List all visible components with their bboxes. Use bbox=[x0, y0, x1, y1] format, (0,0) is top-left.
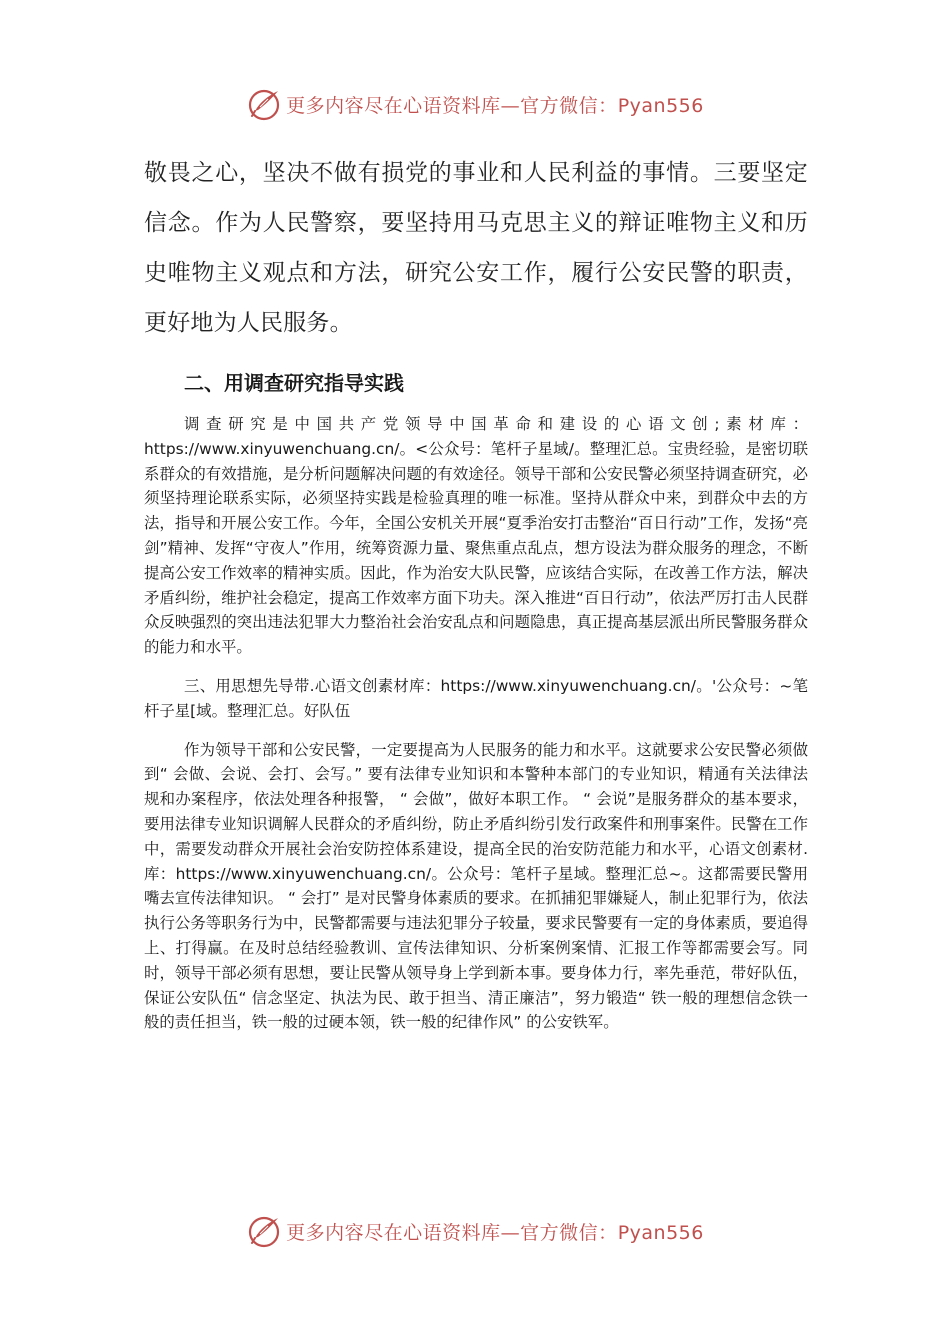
header-wechat-id: Pyan556 bbox=[617, 94, 704, 117]
header-banner bbox=[0, 84, 950, 124]
footer-banner bbox=[0, 1211, 950, 1251]
header-brand-dash: — bbox=[500, 94, 521, 117]
header-brand-text bbox=[286, 91, 704, 118]
quill-logo-icon bbox=[246, 86, 282, 122]
quill-logo-icon bbox=[246, 1213, 282, 1249]
footer-brand-dash: — bbox=[500, 1221, 521, 1244]
paragraph-1: 调查研究是中国共产党领导中国革命和建设的心语文创;素材库：https://www.xinyuwenchuang.cn/。<公众号：笔杆子星域/。整理汇总。宝贵经验，是密切联系群众的有效措施，是分析问题解决问题的有效途径。领导干部和公安民警必须坚持调查研究，必须坚持理论联系实际，必须坚持实践是检验真理的唯一标准。坚持从群众中来，到群众中去的方法，指导和开展公安工作。今年，全国公安机关开展“夏季治安打击整治“百日行动”工作，发扬“亮剑”精神、发挥“守夜人”作用，统筹资源力量、聚焦重点乱点，想方设法为群众服务的理念，不断提高公安工作效率的精神实质。因此，作为治安大队民警，应该结合实际，在改善工作方法，解决矛盾纠纷，维护社会稳定，提高工作效率方面下功夫。深入推进“百日行动”，依法严厉打击人民群众反映强烈的突出违法犯罪大力整治社会治安乱点和问题隐患，真正提高基层派出所民警服务群众的能力和水平。 bbox=[144, 415, 808, 657]
section-heading: 二、用调查研究指导实践 bbox=[184, 371, 404, 395]
header-brand-main: 更多内容尽在心语资料库 bbox=[286, 94, 501, 117]
footer-brand-official: 官方微信： bbox=[520, 1221, 618, 1244]
footer-brand-main: 更多内容尽在心语资料库 bbox=[286, 1221, 501, 1244]
footer-brand-text bbox=[286, 1218, 704, 1245]
lead-paragraph: 敬畏之心，坚决不做有损党的事业和人民利益的事情。三要坚定信念。作为人民警察，要坚持用马克思主义的辩证唯物主义和历史唯物主义观点和方法，研究公安工作，履行公安民警的职责，更好地为人民服务。 bbox=[144, 160, 808, 336]
footer-wechat-id: Pyan556 bbox=[617, 1221, 704, 1244]
document-body bbox=[144, 148, 808, 1049]
header-brand-official: 官方微信： bbox=[520, 94, 618, 117]
paragraph-2: 三、用思想先导带.心语文创素材库：https://www.xinyuwenchuang.cn/。'公众号：~笔杆子星[域。整理汇总。好队伍 bbox=[144, 676, 808, 720]
paragraph-3: 作为领导干部和公安民警，一定要提高为人民服务的能力和水平。这就要求公安民警必须做到“ 会做、会说、会打、会写。” 要有法律专业知识和本警种本部门的专业知识，精通有关法律法规和办案程序，依法处理各种报警， “ 会做”，做好本职工作。 “ 会说”是服务群众的基本要求，要用法律专业知识调解人民群众的矛盾纠纷，防止矛盾纠纷引发行政案件和刑事案件。民警在工作中，需要发动群众开展社会治安防控体系建设，提高全民的治安防范能力和水平，心语文创素材.库：https://www.xinyuwenchuang.cn/。公众号：笔杆子星域。整理汇总~。这都需要民警用嘴去宣传法律知识。 “ 会打” 是对民警身体素质的要求。在抓捕犯罪嫌疑人，制止犯罪行为，依法执行公务等职务行为中，民警都需要与违法犯罪分子较量，要求民警要有一定的身体素质，要追得上、打得赢。在及时总结经验教训、宣传法律知识、分析案例案情、汇报工作等都需要会写。同时，领导干部必须有思想，要让民警从领导身上学到新本事。要身体力行，率先垂范，带好队伍，保证公安队伍“ 信念坚定、执法为民、敢于担当、清正廉洁”，努力锻造“ 铁一般的理想信念铁一般的责任担当，铁一般的过硬本领，铁一般的纪律作风” 的公安铁军。 bbox=[144, 740, 808, 1032]
